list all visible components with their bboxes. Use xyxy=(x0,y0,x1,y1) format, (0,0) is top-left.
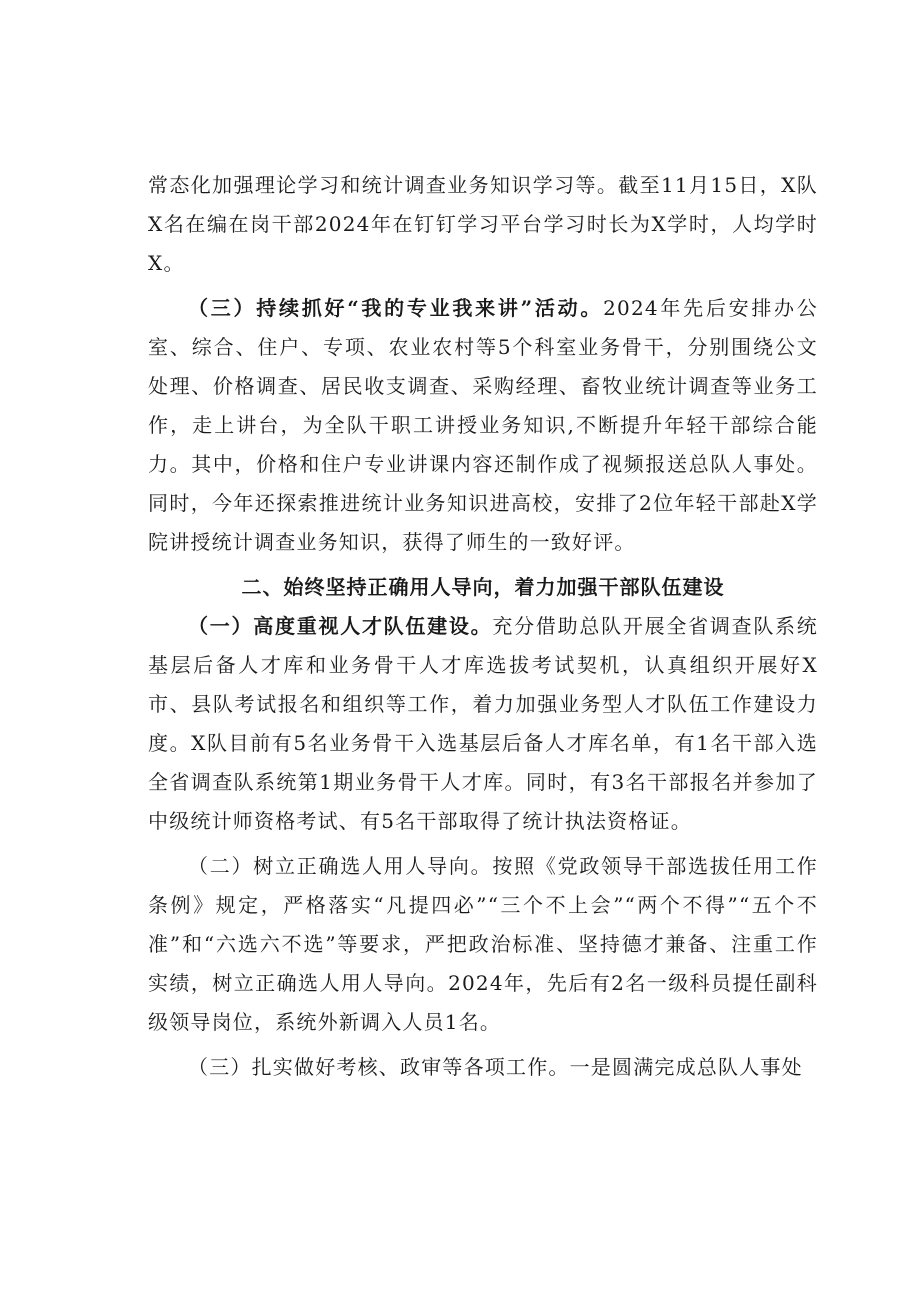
paragraph-lead-talent: （一）高度重视人才队伍建设。 xyxy=(188,614,493,638)
paragraph-body-talent: 充分借助总队开展全省调查队系统基层后备人才库和业务骨干人才库选拔考试契机，认真组织开展好X市、县队考试报名和组织等工作，着力加强业务型人才队伍工作建设力度。X队目前有5名业务骨干入选基层后备人才库名单，有1名干部入选全省调查队系统第1期业务骨干人才库。同时，有3名干部报名并参加了中级统计师资格考试、有5名干部取得了统计执法资格证。 xyxy=(148,614,818,833)
paragraph-selection-guidance: （二）树立正确选人用人导向。按照《党政领导干部选拔任用工作条例》规定，严格落实“凡提四必”“三个不上会”“两个不得”“五个不准”和“六选六不选”等要求，严把政治标准、坚持德才兼备、注重工作实绩，树立正确选人用人导向。2024年，先后有2名一级科员提任副科级领导岗位，系统外新调入人员1名。 xyxy=(148,854,818,1034)
paragraph-assessment-work: （三）扎实做好考核、政审等各项工作。一是圆满完成总队人事处 xyxy=(188,1055,803,1079)
paragraph-talent-building xyxy=(148,607,818,841)
paragraph-lead-lecture: （三）持续抓好“我的专业我来讲”活动。 xyxy=(188,296,604,320)
document-body xyxy=(148,166,818,1087)
paragraph-body-lecture: 2024年先后安排办公室、综合、住户、专项、农业农村等5个科室业务骨干，分别围绕公文处理、价格调查、居民收支调查、采购经理、畜牧业统计调查等业务工作，走上讲台，为全队干职工讲授业务知识,不断提升年轻干部综合能力。其中，价格和住户专业讲课内容还制作成了视频报送总队人事处。同时，今年还探索推进统计业务知识进高校，安排了2位年轻干部赴X学院讲授统计调查业务知识，获得了师生的一致好评。 xyxy=(148,296,818,554)
section-heading: 二、始终坚持正确用人导向，着力加强干部队伍建设 xyxy=(241,575,725,599)
paragraph-professional-lecture xyxy=(148,289,818,562)
paragraph-study-hours: 常态化加强理论学习和统计调查业务知识学习等。截至11月15日，X队X名在编在岗干部2024年在钉钉学习平台学习时长为X学时，人均学时X。 xyxy=(148,173,818,275)
